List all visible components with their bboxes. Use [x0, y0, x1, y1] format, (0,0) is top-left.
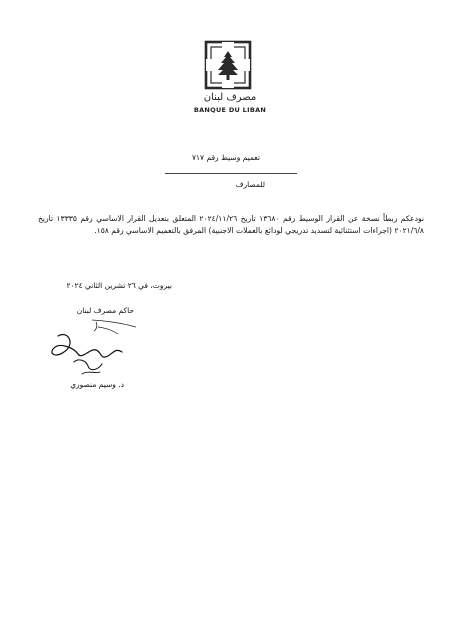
addressee: للمصارف [235, 180, 265, 189]
bank-name-arabic: مصرف لبنان [203, 92, 257, 103]
signatory-name: د. وسيم منصوري [70, 380, 124, 389]
cedar-tree-icon [204, 40, 252, 90]
body-paragraph: نودعكم ربطاً نسخة عن القرار الوسيط رقم ١٣٦٨٠ تاريخ ٢٠٢٤/١١/٢٦ المتعلق بتعديل القرار الاساسي رقم ١٣٣٣٥ تاريخ ٢٠٢١/٦/٨ (اجراءات استثنائية لتسديد تدريجي لودائع بالعملات الاجنبية) المرفق بالتعميم الاساسي رقم ١٥٨. [38, 214, 424, 235]
title-divider [165, 173, 297, 174]
date-line: بيروت، في ٢٦ تشرين الثاني ٢٠٢٤ [66, 281, 172, 290]
handwritten-signature [38, 318, 138, 380]
signatory-title: حاكم مصرف لبنان [76, 306, 134, 315]
circular-title: تعميم وسيط رقم ٧١٧ [191, 153, 260, 162]
bank-name-english: BANQUE DU LIBAN [193, 106, 267, 114]
